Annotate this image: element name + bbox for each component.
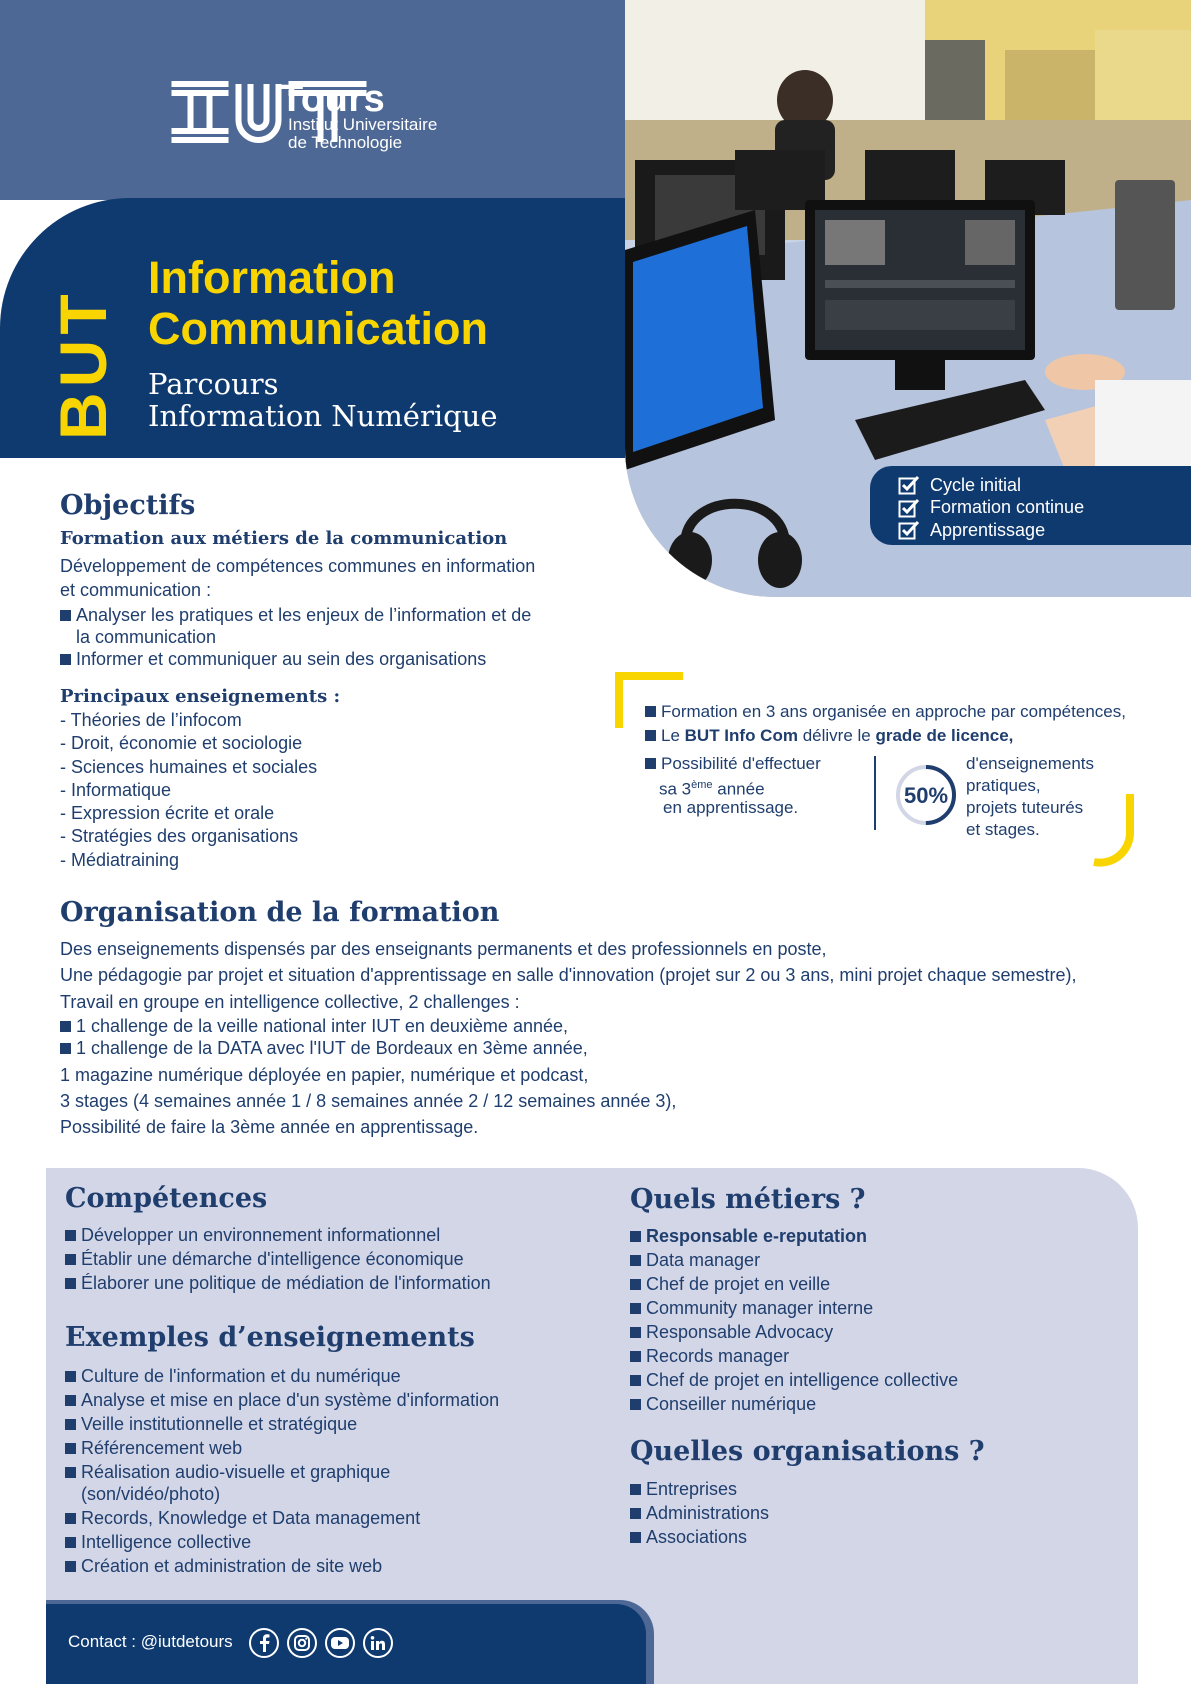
objectifs-intro-2: et communication : [60, 580, 212, 600]
list-item [630, 1273, 958, 1295]
list-item-text: Veille institutionnelle et stratégique [81, 1414, 358, 1434]
metiers-list [630, 1225, 958, 1415]
exemples-list [65, 1365, 499, 1577]
social-links [249, 1628, 393, 1658]
bullet-square-icon [60, 610, 71, 621]
info-bullet [645, 752, 821, 775]
title-line-2: Communication [148, 303, 489, 354]
bullet-square-icon [630, 1327, 641, 1338]
bullet-square-icon [630, 1231, 641, 1242]
info-appr-2-pre: sa 3 [659, 779, 692, 799]
info-line-2-pre: Le [661, 726, 685, 745]
list-item-text: Associations [646, 1527, 748, 1547]
percent-value: 50% [903, 783, 949, 808]
list-item: - Droit, économie et sociologie [60, 733, 303, 754]
organisation-bullet [60, 1037, 588, 1059]
logo-subtitle-1: Institut Universitaire [288, 115, 438, 134]
info-appr-3: en apprentissage. [663, 798, 799, 817]
list-item: - Stratégies des organisations [60, 826, 299, 847]
list-item: - Sciences humaines et sociales [60, 756, 318, 777]
list-item: - Théories de l’infocom [60, 710, 242, 730]
organisation-line-6: Possibilité de faire la 3ème année en apprentissage. [60, 1117, 479, 1137]
organisation-line-4: 1 magazine numérique déployée en papier, numérique et podcast, [60, 1065, 589, 1085]
list-item [630, 1249, 958, 1271]
bullet-square-icon [630, 1532, 641, 1543]
metiers-heading: Quels métiers ? [630, 1184, 866, 1215]
objectifs-bullet-2: Informer et communiquer au sein des organisations [76, 649, 487, 669]
title-line-1: Information [148, 252, 396, 303]
organisation-bullet-1: 1 challenge de la veille national inter IUT en deuxième année, [76, 1016, 568, 1036]
list-item-text: Records manager [646, 1346, 790, 1366]
bullet-square-icon [630, 1255, 641, 1266]
info-pct-4: et stages. [966, 820, 1040, 839]
bullet-square-icon [65, 1537, 76, 1548]
instagram-icon[interactable] [287, 1628, 317, 1658]
list-item-text [81, 1461, 390, 1505]
info-pct-1: d'enseignements [966, 754, 1094, 773]
list-item-text: Développer un environnement informationnel [81, 1225, 441, 1245]
bullet-square-icon [630, 1279, 641, 1290]
checkbox-checked-icon [898, 520, 920, 540]
mode-label: Formation continue [930, 497, 1085, 518]
exemples-heading: Exemples d’enseignements [65, 1322, 475, 1353]
list-item [630, 1225, 958, 1247]
list-item-text: Data manager [646, 1250, 761, 1270]
list-item-text-a: Réalisation audio-visuelle et graphique [81, 1462, 391, 1482]
list-item-text: Intelligence collective [81, 1532, 252, 1552]
bullet-square-icon [60, 654, 71, 665]
info-appr-1: Possibilité d'effectuer [661, 754, 821, 773]
degree-label: BUT [46, 289, 120, 440]
info-divider [874, 756, 876, 830]
bullet-square-icon [630, 1351, 641, 1362]
list-item [65, 1272, 491, 1294]
bullet-square-icon [65, 1513, 76, 1524]
logo-subtitle-2: de Technologie [288, 133, 403, 152]
organisation-heading: Organisation de la formation [60, 897, 500, 928]
info-line-2-bold1: BUT Info Com [684, 726, 798, 745]
list-item [65, 1224, 491, 1246]
list-item-text: Chef de projet en veille [646, 1274, 831, 1294]
list-item [65, 1531, 499, 1553]
organisations-heading: Quelles organisations ? [630, 1436, 985, 1467]
bullet-square-icon [630, 1508, 641, 1519]
list-item [630, 1393, 958, 1415]
list-item [630, 1345, 958, 1367]
checkbox-checked-icon [898, 475, 920, 495]
info-bullet [645, 700, 1126, 723]
info-line-2-mid: délivre le [797, 726, 876, 745]
list-item [65, 1389, 499, 1411]
organisation-line-3: Travail en groupe en intelligence collective, 2 challenges : [60, 992, 520, 1012]
parcours-line-2: Information Numérique [148, 399, 498, 433]
logo-city: Tours [280, 78, 386, 120]
list-item [630, 1526, 769, 1548]
list-item-text: Référencement web [81, 1438, 243, 1458]
bullet-square-icon [645, 706, 656, 717]
list-item-text: Entreprises [646, 1479, 738, 1499]
objectifs-bullet [60, 648, 486, 670]
list-item-text-b: (son/vidéo/photo) [81, 1484, 221, 1504]
organisation-line-5: 3 stages (4 semaines année 1 / 8 semaines année 2 / 12 semaines année 3), [60, 1091, 677, 1111]
bullet-square-icon [645, 730, 656, 741]
list-item [65, 1437, 499, 1459]
training-modes-box [870, 466, 1191, 545]
list-item [65, 1365, 499, 1387]
info-appr-2-post: année [712, 779, 765, 799]
list-item [65, 1461, 499, 1505]
info-line-2 [661, 724, 1013, 747]
bullet-square-icon [630, 1399, 641, 1410]
linkedin-icon[interactable] [363, 1628, 393, 1658]
bullet-square-icon [65, 1395, 76, 1406]
enseignements-heading: Principaux enseignements : [60, 686, 341, 707]
organisation-line-1: Des enseignements dispensés par des enseignants permanents et des professionnels en poste, [60, 939, 827, 959]
list-item [630, 1321, 958, 1343]
bullet-square-icon [630, 1375, 641, 1386]
list-item-text: Responsable Advocacy [646, 1322, 834, 1342]
list-item-text: Élaborer une politique de médiation de l'information [81, 1273, 491, 1293]
bullet-square-icon [65, 1230, 76, 1241]
list-item [630, 1502, 769, 1524]
mode-label: Cycle initial [930, 474, 1022, 495]
objectifs-bullet-1b: la communication [76, 627, 217, 647]
bullet-square-icon [65, 1561, 76, 1572]
bullet-square-icon [65, 1371, 76, 1382]
objectifs-bullet-text [76, 604, 531, 648]
list-item-text: Création et administration de site web [81, 1556, 383, 1576]
youtube-icon[interactable] [325, 1628, 355, 1658]
list-item-text: Analyse et mise en place d'un système d'information [81, 1390, 500, 1410]
list-item-text: Responsable e-reputation [646, 1226, 868, 1246]
objectifs-bullet-1a: Analyser les pratiques et les enjeux de l’information et de [76, 605, 532, 625]
list-item [630, 1478, 769, 1500]
mode-label: Apprentissage [930, 519, 1046, 540]
list-item-text: Records, Knowledge et Data management [81, 1508, 421, 1528]
objectifs-bullet [60, 604, 600, 648]
list-item [65, 1507, 499, 1529]
corner-bracket-bottom [1090, 792, 1138, 868]
info-line-1: Formation en 3 ans organisée en approche par compétences, [661, 702, 1126, 721]
enseignements-list [60, 709, 317, 872]
list-item [630, 1369, 958, 1391]
mode-item [898, 497, 1191, 520]
parcours-line-1: Parcours [148, 367, 279, 401]
list-item-text: Administrations [646, 1503, 770, 1523]
list-item-text: Culture de l'information et du numérique [81, 1366, 401, 1386]
list-item [65, 1413, 499, 1435]
organisation-bullet-2: 1 challenge de la DATA avec l'IUT de Bordeaux en 3ème année, [76, 1038, 588, 1058]
bullet-square-icon [65, 1278, 76, 1289]
mode-item [898, 519, 1191, 542]
competences-heading: Compétences [65, 1183, 268, 1214]
competences-list [65, 1224, 491, 1294]
bullet-square-icon [65, 1254, 76, 1265]
bullet-square-icon [65, 1419, 76, 1430]
objectifs-heading: Objectifs [60, 490, 196, 521]
percent-ring [895, 764, 957, 826]
mode-item [898, 474, 1191, 497]
info-pct-3: projets tuteurés [966, 798, 1084, 817]
list-item [630, 1297, 958, 1319]
facebook-icon[interactable] [249, 1628, 279, 1658]
organisations-list [630, 1478, 769, 1548]
organisation-line-2: Une pédagogie par projet et situation d'apprentissage en salle d'innovation (projet sur 2 ou 3 ans, mini projet chaque semestre), [60, 965, 1077, 985]
info-pct-2: pratiques, [966, 776, 1041, 795]
list-item [65, 1555, 499, 1577]
list-item: - Expression écrite et orale [60, 803, 275, 824]
list-item [65, 1248, 491, 1270]
bullet-square-icon [60, 1021, 71, 1032]
list-item: - Informatique [60, 779, 172, 800]
objectifs-subheading: Formation aux métiers de la communication [60, 528, 508, 549]
organisation-bullet [60, 1015, 568, 1037]
list-item: - Médiatraining [60, 849, 180, 870]
list-item-text: Établir une démarche d'intelligence économique [81, 1249, 464, 1269]
bullet-square-icon [65, 1467, 76, 1478]
contact-label: Contact : @iutdetours [68, 1632, 233, 1651]
bullet-square-icon [630, 1484, 641, 1495]
objectifs-intro-1: Développement de compétences communes en information [60, 556, 536, 576]
bullet-square-icon [60, 1043, 71, 1054]
bullet-square-icon [630, 1303, 641, 1314]
bullet-square-icon [65, 1443, 76, 1454]
info-bullet [645, 724, 1013, 747]
bullet-square-icon [645, 758, 656, 769]
info-line-2-bold2: grade de licence, [875, 726, 1014, 745]
info-appr-2-sup: ème [691, 779, 713, 791]
list-item-text: Community manager interne [646, 1298, 874, 1318]
list-item-text: Conseiller numérique [646, 1394, 817, 1414]
list-item-text: Chef de projet en intelligence collective [646, 1370, 959, 1390]
checkbox-checked-icon [898, 498, 920, 518]
